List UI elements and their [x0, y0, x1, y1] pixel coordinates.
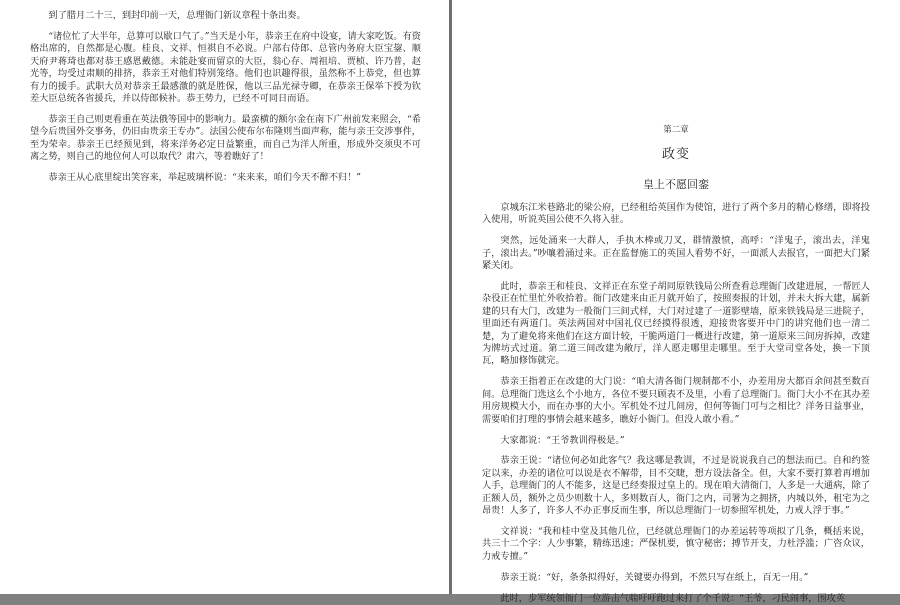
- chapter-number: 第二章: [663, 125, 689, 135]
- paragraph: 恭亲王说：“好，条条拟得好，关键要办得到，不然只写在纸上，百无一用。”: [500, 571, 809, 583]
- chapter-title: 政变: [661, 147, 690, 162]
- left-page: [0, 0, 449, 594]
- paragraph: 恭亲王指着正在改建的大门说：“咱大清各衙门规制都不小，办差用房大都百余间甚至数百间。总理衙门选这么个小地方，各位不要只顾表不及里，小看了总理衙门。衙门大小不在其办差用房规模大小，而在办事的大小。军机处不过几间房，但何等衙门可与之相比？洋务日益事业，需要咱们打理的事情会越来越多，瞧好小衙门。但没人敢小看。”: [482, 376, 870, 425]
- paragraph: 恭亲王说：“诸位何必如此客气？我这哪是教训，不过是说说我自己的想法而已。自和约签定以来，办差的诸位可以说是衣不解带，目不交睫，想方设法备全。但，大家不要打算着再增加人手，总理衙门的人不能多，这是已经奏报过皇上的。现在咱大清衙门，人多是一大通病，除了正额人员，额外之员少则数十人，多则数百人，衙门之内，司署为之拥挤，内城以外，租宅为之昂贵！人多了，许多人不办正事反而生事，所以总理衙门一切参照军机处，力戒人浮于事。”: [482, 455, 870, 517]
- section-title: 皇上不愿回銮: [643, 178, 709, 191]
- right-page: [452, 0, 900, 604]
- paragraph: “诸位忙了大半年，总算可以歇口气了。”当天是小年，恭亲王在府中设宴，请大家吃饭。有资格出席的，自然都是心腹。桂良、文祥、恒祺自不必说。户部右侍郎、总管内务府大臣宝鋆、顺天府尹蒋琦也都对恭王感恩戴德。未能赴宴而留京的大臣，翁心存、周祖培、贾桢、许乃普，赵光等，均受过肃顺的排挤，恭亲王对他们特别笼络。他们也识趣得很，虽然称不上恭党，但也算有力的援手。武职大员对恭亲王最感激的就是胜保，他以三品光禄寺卿，在恭亲王保举下授为钦差大臣总统各省援兵，并以侍郎候补。恭王势力，已经不可同日而语。: [30, 30, 421, 104]
- paragraph: 京城东江米巷路北的梁公府，已经租给英国作为使馆，进行了两个多月的精心修缮，即将投入使用，听说英国公使不久将入驻。: [482, 202, 870, 226]
- paragraph: 此时，步军统领衙门一位游击气喘吁吁跑过来打了个千说：“王爷，刁民闹事，围攻英: [500, 592, 846, 604]
- paragraph: 文祥说：“我和桂中堂及其他几位，已经就总理衙门的办差运转等项拟了几条，概括来说，共三十二个字：人少事繁，精练迅速；严保机要，慎守秘密；搏节开支，力杜浮滥；广咨众议，力戒专擅。”: [482, 525, 870, 562]
- paragraph: 恭亲王从心底里绽出笑容来，举起玻璃杯说：“来来来，咱们今天不醉不归！”: [48, 171, 361, 183]
- paragraph: 此时，恭亲王和桂良、文祥正在东堂子胡同原铁钱局公所查看总理衙门改建进展，一帮匠人杂役正在忙里忙外收拾着。衙门改建来由正月就开始了，按照奏报的计划，并未大拆大建，属新建的只有大门，改建为一般衙门三间式样，大门对过建了一道影壁墙，原来铁钱局是三进院子，里面还有两道门。英法两国对中国礼仪已经摸得很透，迎接贵客要开中门的讲究他们也一清二楚，为了避免将来他们在这方面计较，干脆两道门一概进行改建，第一道原来三间房拆掉，改建为牌坊式过道。第二道三间改建为敞厅，洋人愿走哪里走哪里。至于大堂司堂各处，换一下顶瓦，略加修饰就完。: [482, 281, 870, 367]
- paragraph: 恭亲王自己则更看重在英法俄等国中的影响力。最蛮横的额尔金在南下广州前发来照会，“希望今后贵国外交事务，仍旧由贵亲王专办”。法国公使布尔布隆则当面声称，能与亲王交涉事件，至为荣幸。恭亲王已经预见到，将来洋务必定日益繁重，而自己为洋人所重，形成外交须臾不可离之势，则自己的地位何人可以取代？肃六，等着瞧好了！: [30, 113, 421, 163]
- paragraph: 大家都说：“王爷教训得极是。”: [500, 434, 625, 446]
- paragraph: 突然，远处涌来一大群人，手执木棒或刀叉，群情激愤，高呼：“洋鬼子，滚出去，洋鬼子，滚出去。”吵嚷着涌过来。正在监督施工的英国人看势不好，一面派人去报官，一面把大门紧紧关闭。: [482, 235, 870, 272]
- paragraph: 到了腊月二十三，到封印前一天，总理衙门新议章程十条出奏。: [48, 10, 306, 21]
